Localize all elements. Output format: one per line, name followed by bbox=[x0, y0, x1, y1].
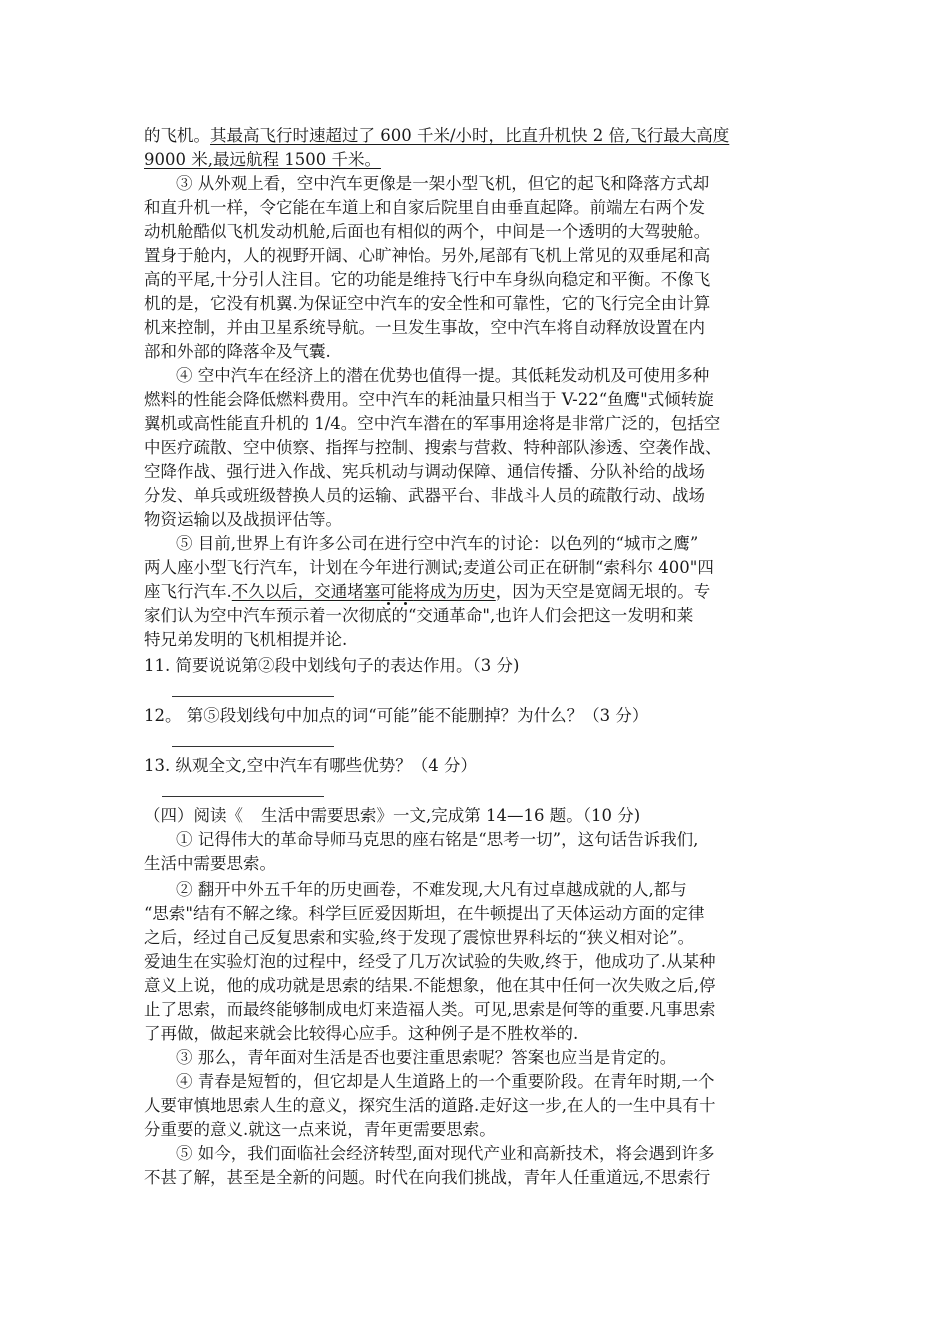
paragraph-1-start: ① 记得伟大的革命导师马克思的座右铭是“思考一切”，这句话告诉我们, bbox=[176, 830, 699, 849]
paragraph-4-start: ④ 空中汽车在经济上的潜在优势也值得一提。其低耗发动机及可使用多种 bbox=[176, 366, 710, 385]
paragraph-5-start: ⑤ 如今，我们面临社会经济转型,面对现代产业和高新技术，将会遇到许多 bbox=[176, 1144, 715, 1163]
question-12: 12。 第⑤段划线句中加点的词“可能”能不能删掉？为什么？（3 分） bbox=[144, 706, 649, 725]
paragraph-2-start: ② 翻开中外五千年的历史画卷，不难发现,大凡有过卓越成就的人,都与 bbox=[176, 880, 687, 899]
dotted-character: 能 bbox=[396, 582, 414, 601]
text-line: 置身于舱内，人的视野开阔、心旷神怡。另外,尾部有飞机上常见的双垂尾和高 bbox=[144, 246, 711, 265]
text-line: 动机舱酷似飞机发动机舱,后面也有相似的两个，中间是一个透明的大驾驶舱。 bbox=[144, 222, 711, 241]
text-line: 分发、单兵或班级替换人员的运输、武器平台、非战斗人员的疏散行动、战场 bbox=[144, 486, 705, 505]
text-line: 的飞机。其最高飞行时速超过了 600 千米/小时，比直升机快 2 倍,飞行最大高度 bbox=[144, 126, 730, 145]
paragraph-4-start: ④ 青春是短暂的，但它却是人生道路上的一个重要阶段。在青年时期,一个 bbox=[176, 1072, 715, 1091]
text-line: 生活中需要思索。 bbox=[144, 854, 276, 873]
text-line: 了再做，做起来就会比较得心应手。这种例子是不胜枚举的. bbox=[144, 1024, 579, 1043]
text-line: 中医疗疏散、空中侦察、指挥与控制、搜索与营救、特种部队渗透、空袭作战、 bbox=[144, 438, 722, 457]
text-line: 机的是，它没有机翼.为保证空中汽车的安全性和可靠性，它的飞行完全由计算 bbox=[144, 294, 711, 313]
text-line: 家们认为空中汽车预示着一次彻底的“交通革命",也许人们会把这一发明和莱 bbox=[144, 606, 694, 625]
text-line: 分重要的意义.就这一点来说，青年更需要思索。 bbox=[144, 1120, 496, 1139]
text-line: 爱迪生在实验灯泡的过程中，经受了几万次试验的失败,终于，他成功了.从某种 bbox=[144, 952, 716, 971]
answer-line[interactable] bbox=[172, 746, 334, 747]
text-line: 不甚了解，甚至是全新的问题。时代在向我们挑战，青年人任重道远,不思索行 bbox=[144, 1168, 711, 1187]
underlined-sentence: 不久以后，交通堵塞可能将成为历史 bbox=[231, 582, 496, 601]
text-line: 和直升机一样，令它能在车道上和自家后院里自由垂直起降。前端左右两个发 bbox=[144, 198, 705, 217]
text-line: 高的平尾,十分引人注目。它的功能是维持飞行中车身纵向稳定和平衡。不像飞 bbox=[144, 270, 711, 289]
underlined-sentence: 9000 米,最远航程 1500 千米。 bbox=[144, 150, 381, 169]
text-line: 止了思索，而最终能够制成电灯来造福人类。可见,思索是何等的重要.凡事思索 bbox=[144, 1000, 716, 1019]
text-line: 座飞行汽车.不久以后，交通堵塞可能将成为历史，因为天空是宽阔无垠的。专 bbox=[144, 582, 711, 601]
text-line: 两人座小型飞行汽车，计划在今年进行测试;麦道公司正在研制“索科尔 400"四 bbox=[144, 558, 714, 577]
text-line: 翼机或高性能直升机的 1/4。空中汽车潜在的军事用途将是非常广泛的，包括空 bbox=[144, 414, 721, 433]
dotted-character: 可 bbox=[380, 582, 397, 601]
section-4-heading: （四）阅读《 生活中需要思索》一文,完成第 14—16 题。（10 分) bbox=[144, 806, 641, 825]
answer-line[interactable] bbox=[162, 796, 324, 797]
paragraph-3-start: ③ 从外观上看，空中汽车更像是一架小型飞机，但它的起飞和降落方式却 bbox=[176, 174, 710, 193]
question-11: 11. 简要说说第②段中划线句子的表达作用。（3 分) bbox=[144, 656, 520, 675]
text-line: 意义上说，他的成功就是思索的结果.不能想象，他在其中任何一次失败之后,停 bbox=[144, 976, 716, 995]
question-13: 13. 纵观全文,空中汽车有哪些优势？（4 分） bbox=[144, 756, 477, 775]
text-line: 空降作战、强行进入作战、宪兵机动与调动保障、通信传播、分队补给的战场 bbox=[144, 462, 705, 481]
text-line: 特兄弟发明的飞机相提并论. bbox=[144, 630, 348, 649]
paragraph-5-start: ⑤ 目前,世界上有许多公司在进行空中汽车的讨论：以色列的“城市之鹰” bbox=[176, 534, 699, 553]
paragraph-3-start: ③ 那么，青年面对生活是否也要注重思索呢？答案也应当是肯定的。 bbox=[176, 1048, 677, 1067]
text-line: “思索"结有不解之缘。科学巨匠爱因斯坦，在牛顿提出了天体运动方面的定律 bbox=[144, 904, 705, 923]
text-line: 物资运输以及战损评估等。 bbox=[144, 510, 342, 529]
underlined-sentence: 其最高飞行时速超过了 600 千米/小时，比直升机快 2 倍,飞行最大高度 bbox=[210, 126, 730, 145]
text-line: 人要审慎地思索人生的意义，探究生活的道路.走好这一步,在人的一生中具有十 bbox=[144, 1096, 716, 1115]
text-line: 机来控制，并由卫星系统导航。一旦发生事故，空中汽车将自动释放设置在内 bbox=[144, 318, 705, 337]
text-line: 部和外部的降落伞及气囊. bbox=[144, 342, 331, 361]
text-line: 燃料的性能会降低燃料费用。空中汽车的耗油量只相当于 V-22“鱼鹰"式倾转旋 bbox=[144, 390, 714, 409]
text-line: 之后，经过自己反复思索和实验,终于发现了震惊世界科坛的“狭义相对论”。 bbox=[144, 928, 695, 947]
answer-line[interactable] bbox=[172, 696, 334, 697]
